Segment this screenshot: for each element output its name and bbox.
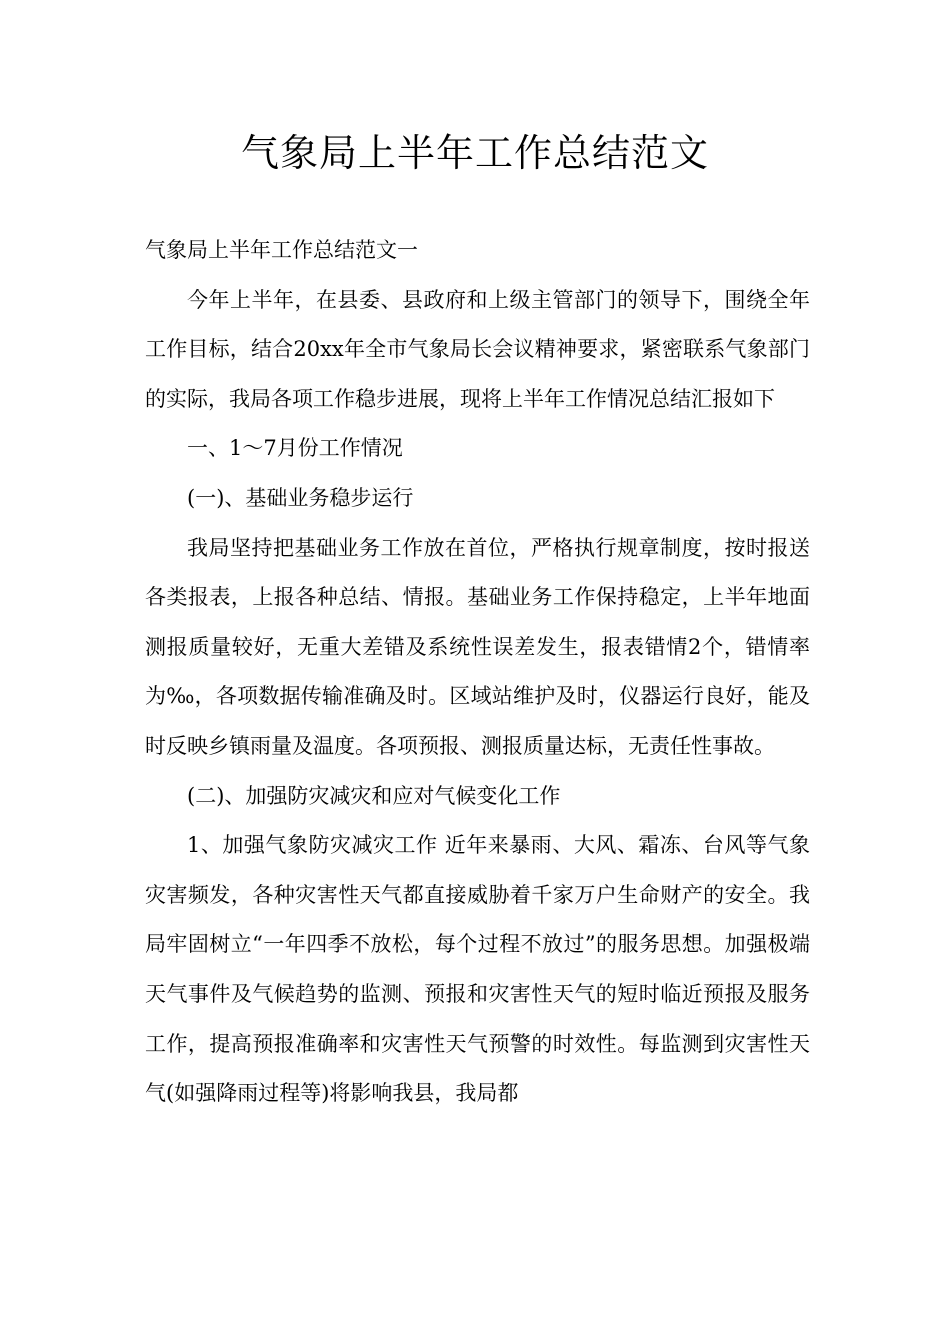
paragraph: 我局坚持把基础业务工作放在首位，严格执行规章制度，按时报送各类报表，上报各种总结、情报。基础业务工作保持稳定，上半年地面测报质量较好，无重大差错及系统性误差发生，报表错情2个，错情率为‰，各项数据传输准确及时。区域站维护及时，仪器运行良好，能及时反映乡镇雨量及温度。各项预报、测报质量达标，无责任性事故。 [145,535,810,758]
paragraph: 一、1～7月份工作情况 [187,436,403,461]
document-title: 气象局上半年工作总结范文 [240,131,709,175]
paragraph: 今年上半年，在县委、县政府和上级主管部门的领导下，围绕全年工作目标，结合20xx年全市气象局长会议精神要求，紧密联系气象部门的实际，我局各项工作稳步进展，现将上半年工作情况总结汇报如下 [145,287,810,411]
paragraph: (二)、加强防灾减灾和应对气候变化工作 [187,783,561,808]
document-body [145,226,810,1119]
section-heading: 气象局上半年工作总结范文一 [145,238,418,262]
paragraph: (一)、基础业务稳步运行 [187,485,414,510]
paragraph: 1、加强气象防灾减灾工作 近年来暴雨、大风、霜冻、台风等气象灾害频发，各种灾害性天气都直接威胁着千家万户生命财产的安全。我局牢固树立“一年四季不放松，每个过程不放过”的服务思想。加强极端天气事件及气候趋势的监测、预报和灾害性天气的短时临近预报及服务工作，提高预报准确率和灾害性天气预警的时效性。每监测到灾害性天气(如强降雨过程等)将影响我县，我局都 [145,833,810,1106]
